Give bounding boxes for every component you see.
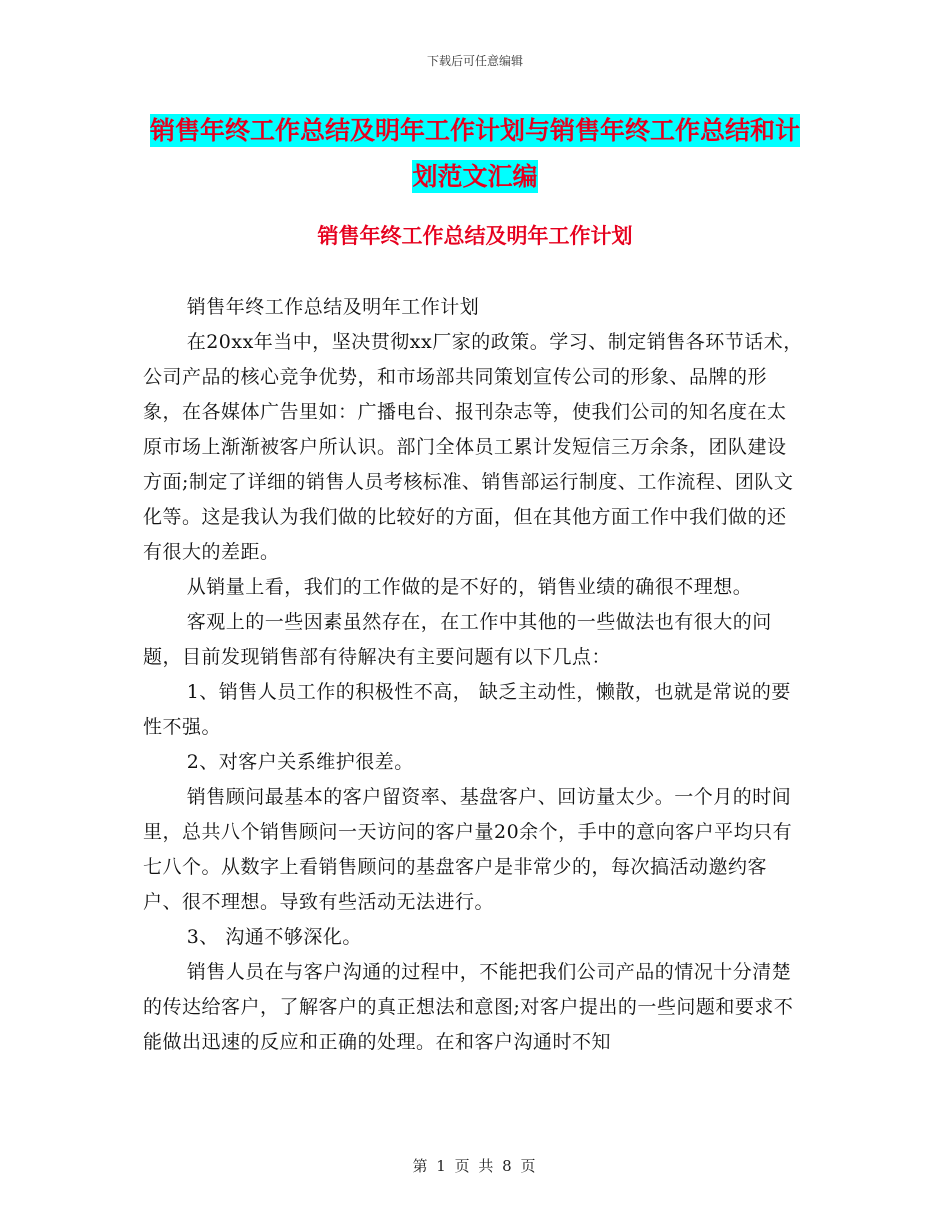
paragraph: 1、销售人员工作的积极性不高， 缺乏主动性，懒散，也就是常说的要性不强。	[143, 681, 791, 738]
paragraph: 从销量上看，我们的工作做的是不好的，销售业绩的确很不理想。	[186, 576, 753, 598]
paragraph: 销售年终工作总结及明年工作计划	[186, 296, 480, 318]
body-text	[143, 290, 803, 1060]
paragraph: 销售顾问最基本的客户留资率、基盘客户、回访量太少。一个月的时间里，总共八个销售顾问一天访问的客户量20余个，手中的意向客户平均只有七八个。从数字上看销售顾问的基盘客户是非常少的，每次搞活动邀约客户、很不理想。导致有些活动无法进行。	[143, 786, 793, 913]
header-note: 下载后可任意编辑	[426, 54, 523, 68]
paragraph: 3、 沟通不够深化。	[186, 926, 362, 948]
paragraph: 客观上的一些因素虽然存在，在工作中其他的一些做法也有很大的问题，目前发现销售部有待解决有主要问题有以下几点：	[143, 611, 772, 668]
paragraph: 销售人员在与客户沟通的过程中，不能把我们公司产品的情况十分清楚的传达给客户，了解客户的真正想法和意图;对客户提出的一些问题和要求不能做出迅速的反应和正确的处理。在和客户沟通时不知	[143, 961, 794, 1053]
document-title	[150, 108, 800, 200]
paragraph: 2、对客户关系维护很差。	[186, 751, 414, 773]
page-number: 第 1 页 共 8 页	[412, 1157, 538, 1175]
document-title-text: 销售年终工作总结及明年工作计划与销售年终工作总结和计划范文汇编	[150, 116, 801, 191]
section-title: 销售年终工作总结及明年工作计划	[317, 224, 633, 248]
paragraph: 在20xx年当中，坚决贯彻xx厂家的政策。学习、制定销售各环节话术，公司产品的核心竞争优势，和市场部共同策划宣传公司的形象、品牌的形象，在各媒体广告里如：广播电台、报刊杂志等，使我们公司的知名度在太原市场上渐渐被客户所认识。部门全体员工累计发短信三万余条，团队建设方面;制定了详细的销售人员考核标准、销售部运行制度、工作流程、团队文化等。这是我认为我们做的比较好的方面，但在其他方面工作中我们做的还有很大的差距。	[143, 331, 803, 563]
